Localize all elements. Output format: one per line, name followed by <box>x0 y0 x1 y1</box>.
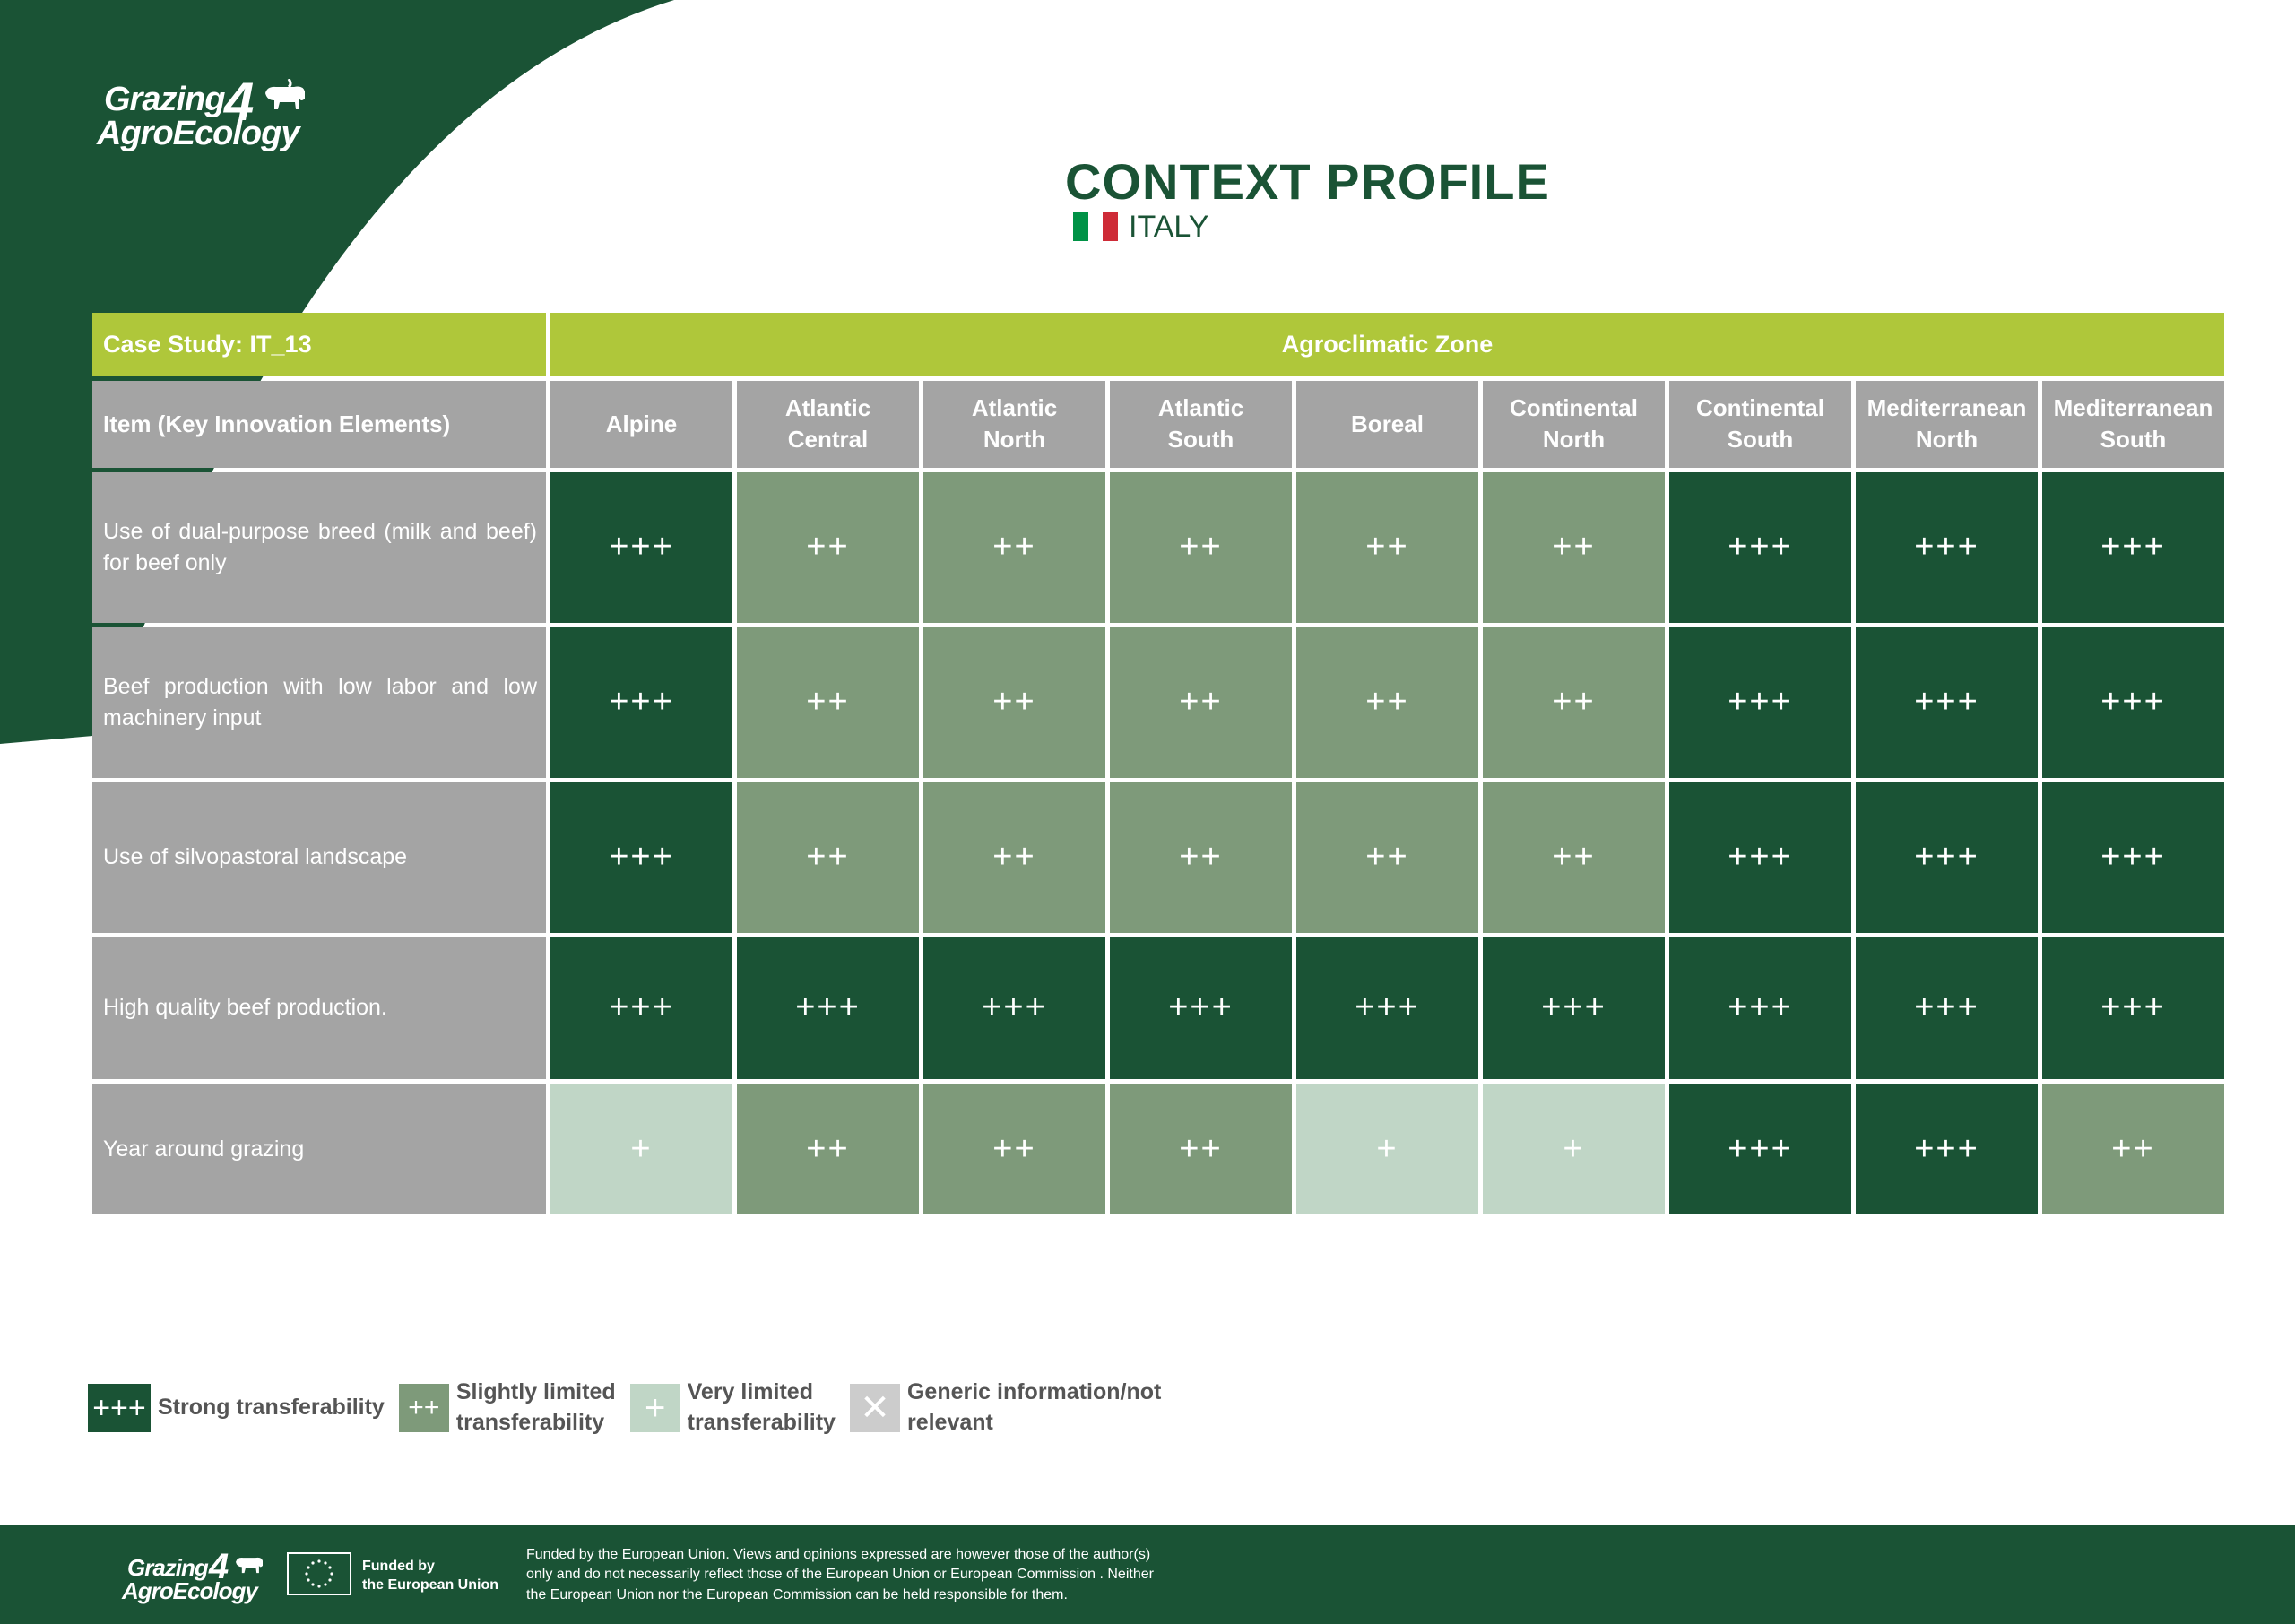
zone-header-line2: North <box>1542 426 1606 454</box>
zone-header-line1: Atlantic <box>971 394 1058 422</box>
rating-cell: ++ <box>1296 627 1478 778</box>
zone-header-line1: Continental <box>1696 394 1824 422</box>
table-header-row-1 <box>92 313 2224 376</box>
rating-cell: + <box>1483 1084 1665 1214</box>
zone-header-line2: South <box>1167 426 1234 454</box>
rating-cell: ++ <box>923 782 1105 933</box>
close-icon: ✕ <box>850 1384 900 1432</box>
rating-cell: ++ <box>1483 627 1665 778</box>
zone-header-line2: North <box>983 426 1046 454</box>
page-title: CONTEXT PROFILE <box>1065 153 1550 210</box>
eu-stars-icon <box>289 1554 350 1594</box>
legend-item <box>630 1378 836 1438</box>
zone-header-line2: South <box>2100 426 2167 454</box>
eu-funding-line1: Funded by <box>362 1559 435 1574</box>
rating-cell: +++ <box>1856 472 2038 623</box>
rating-cell: ++ <box>737 627 919 778</box>
table-header-row-2 <box>92 381 2224 468</box>
rating-cell: +++ <box>737 937 919 1080</box>
zone-header-4 <box>1296 381 1478 468</box>
rating-cell: +++ <box>1296 937 1478 1080</box>
zone-header-7 <box>1856 381 2038 468</box>
rating-cell: ++ <box>737 782 919 933</box>
rating-cell: ++ <box>1483 782 1665 933</box>
italy-flag-icon <box>1073 212 1118 241</box>
legend-item <box>399 1378 616 1438</box>
rating-cell: +++ <box>1856 782 2038 933</box>
logo-line1: Grazing <box>104 81 225 118</box>
eu-flag-icon <box>287 1552 351 1595</box>
logo-line2: AgroEcology <box>97 115 299 152</box>
table-row <box>92 937 2224 1080</box>
rating-cell: +++ <box>1856 937 2038 1080</box>
rating-cell: +++ <box>1856 1084 2038 1214</box>
country-row <box>1073 209 1208 245</box>
transferability-table <box>88 308 2229 1219</box>
zone-header-line2: South <box>1727 426 1794 454</box>
rating-cell: +++ <box>1669 627 1851 778</box>
country-name: ITALY <box>1129 209 1209 244</box>
zone-header-line1: Atlantic <box>1157 394 1244 422</box>
rating-cell: ++ <box>1110 782 1292 933</box>
disclaimer <box>526 1545 1225 1605</box>
rating-cell: ++ <box>737 1084 919 1214</box>
rating-cell: +++ <box>2042 627 2224 778</box>
disclaimer-line-1: Funded by the European Union. Views and opinions expressed are however those of the author(s) <box>526 1547 1151 1562</box>
header-logo <box>97 72 299 152</box>
disclaimer-line-2: only and do not necessarily reflect those of the European Union or European Commission . Neither <box>526 1567 1154 1583</box>
rating-cell: ++ <box>923 1084 1105 1214</box>
rating-cell: +++ <box>1669 472 1851 623</box>
flag-stripe-red <box>1103 212 1118 241</box>
eu-funding-line2: the European Union <box>362 1576 498 1593</box>
legend-label-line1: Very limited <box>687 1379 813 1405</box>
rating-cell: ++ <box>1110 1084 1292 1214</box>
zone-header-2 <box>923 381 1105 468</box>
table-row <box>92 472 2224 623</box>
zone-header-line1: Mediterranean <box>2053 394 2213 422</box>
rating-cell: +++ <box>1669 782 1851 933</box>
zone-header-line1: Boreal <box>1351 410 1424 437</box>
zone-header-line2: Central <box>787 426 869 454</box>
disclaimer-line-3: the European Union nor the European Commission can be held responsible for them. <box>526 1586 1068 1602</box>
rating-cell: +++ <box>2042 782 2224 933</box>
legend-label-line1: Slightly limited <box>455 1379 616 1405</box>
rating-cell: ++ <box>1483 472 1665 623</box>
footer <box>0 1525 2295 1624</box>
table-body <box>92 313 2224 1214</box>
legend-label-line2: transferability <box>455 1410 605 1435</box>
item-label: High quality beef production. <box>92 937 546 1080</box>
rating-cell: +++ <box>2042 472 2224 623</box>
footer-cow-icon <box>233 1552 265 1579</box>
rating-cell: +++ <box>2042 937 2224 1080</box>
rating-cell: ++ <box>2042 1084 2224 1214</box>
item-column-header: Item (Key Innovation Elements) <box>92 381 546 468</box>
item-label: Use of silvopastoral landscape <box>92 782 546 933</box>
legend-item <box>850 1378 1161 1438</box>
zone-header-line1: Alpine <box>605 410 678 437</box>
rating-cell: +++ <box>550 472 732 623</box>
item-label: Use of dual-purpose breed (milk and beef) for beef only <box>92 472 546 623</box>
legend-label <box>456 1378 616 1438</box>
rating-cell: ++ <box>923 472 1105 623</box>
rating-cell: ++ <box>923 627 1105 778</box>
table-row <box>92 1084 2224 1214</box>
legend-label <box>907 1378 1161 1438</box>
zone-header-1 <box>737 381 919 468</box>
rating-cell: +++ <box>1483 937 1665 1080</box>
rating-cell: +++ <box>1669 1084 1851 1214</box>
rating-cell: + <box>1296 1084 1478 1214</box>
rating-cell: +++ <box>923 937 1105 1080</box>
case-study-label: Case Study: IT_13 <box>92 313 546 376</box>
footer-logo-number: 4 <box>209 1547 229 1586</box>
rating-cell: +++ <box>1110 937 1292 1080</box>
legend-swatch: +++ <box>88 1384 151 1432</box>
rating-cell: +++ <box>550 627 732 778</box>
legend-label <box>158 1393 385 1423</box>
footer-logo <box>122 1547 257 1604</box>
table-row <box>92 782 2224 933</box>
footer-logo-line2: AgroEcology <box>122 1577 257 1604</box>
rating-cell: +++ <box>550 782 732 933</box>
eu-funding-label <box>362 1558 515 1595</box>
zone-header-0 <box>550 381 732 468</box>
footer-logo-line1: Grazing <box>127 1554 208 1581</box>
legend-swatch: ++ <box>399 1384 449 1432</box>
legend-label <box>688 1378 836 1438</box>
item-label: Year around grazing <box>92 1084 546 1214</box>
item-label: Beef production with low labor and low machinery input <box>92 627 546 778</box>
legend-swatch: + <box>630 1384 680 1432</box>
legend-item <box>88 1384 385 1432</box>
rating-cell: +++ <box>1669 937 1851 1080</box>
rating-cell: ++ <box>1296 472 1478 623</box>
cow-icon <box>262 79 308 118</box>
zone-header-line2: North <box>1915 426 1979 454</box>
zone-header-line1: Atlantic <box>784 394 871 422</box>
logo-number: 4 <box>224 72 254 132</box>
zone-header-line1: Continental <box>1510 394 1638 422</box>
rating-cell: +++ <box>550 937 732 1080</box>
rating-cell: ++ <box>737 472 919 623</box>
legend <box>88 1380 1175 1436</box>
rating-cell: ++ <box>1110 472 1292 623</box>
flag-stripe-green <box>1073 212 1088 241</box>
zone-header-line1: Mediterranean <box>1866 394 2027 422</box>
rating-cell: ++ <box>1110 627 1292 778</box>
zone-header-3 <box>1110 381 1292 468</box>
zone-header-5 <box>1483 381 1665 468</box>
legend-label-line1: Generic information/not <box>906 1379 1162 1405</box>
flag-stripe-white <box>1088 212 1104 241</box>
zone-header-8 <box>2042 381 2224 468</box>
table-row <box>92 627 2224 778</box>
legend-label-line2: transferability <box>687 1410 836 1435</box>
rating-cell: + <box>550 1084 732 1214</box>
rating-cell: +++ <box>1856 627 2038 778</box>
legend-label-line2: relevant <box>906 1410 993 1435</box>
rating-cell: ++ <box>1296 782 1478 933</box>
zone-header-6 <box>1669 381 1851 468</box>
legend-label-line1: Strong transferability <box>158 1395 385 1421</box>
agroclimatic-zone-label: Agroclimatic Zone <box>550 313 2224 376</box>
